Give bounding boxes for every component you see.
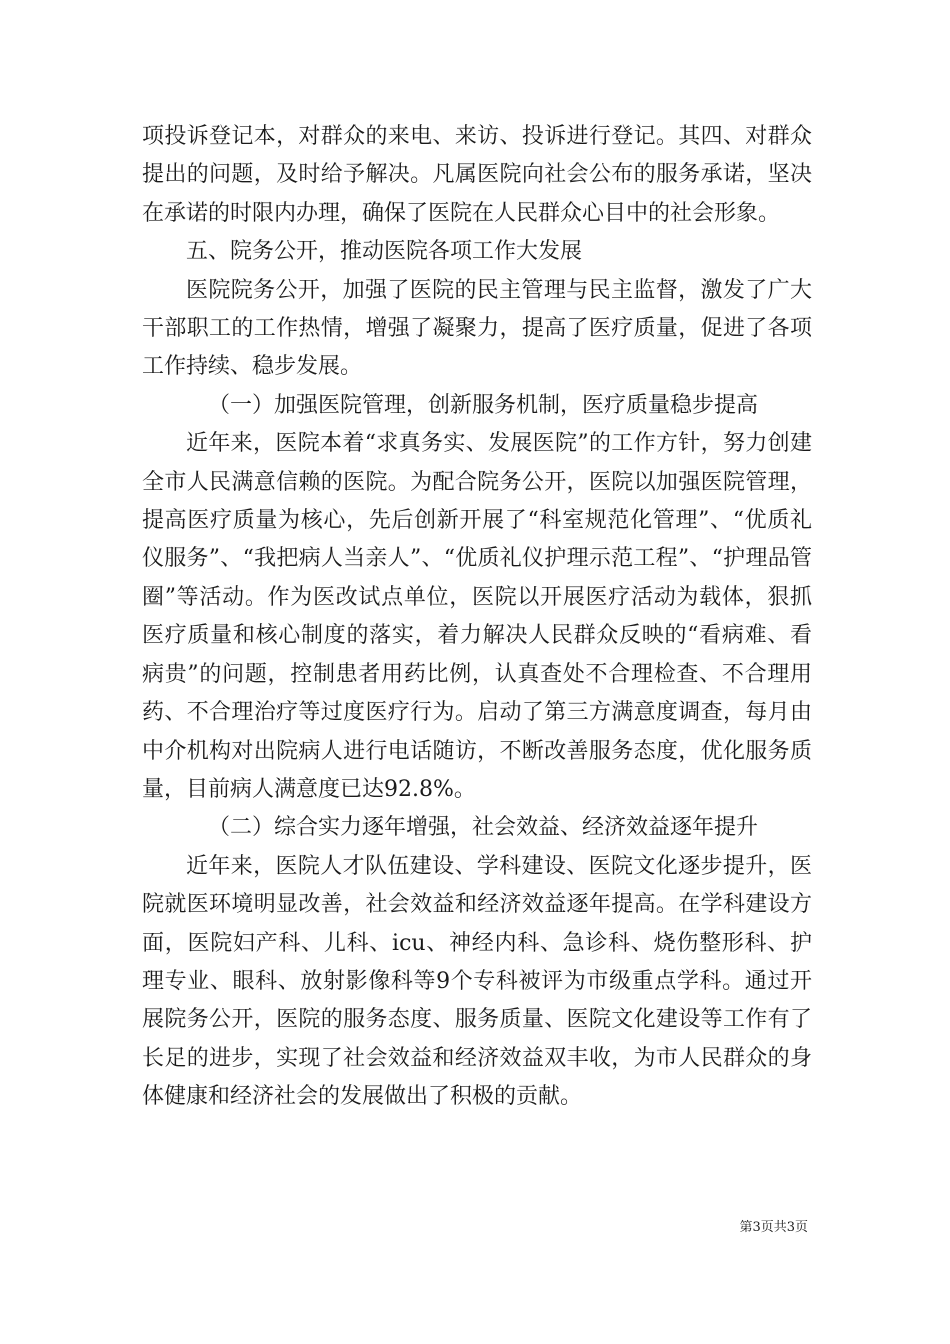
subsection-heading-one: （一）加强医院管理，创新服务机制，医疗质量稳步提高 [208, 392, 759, 418]
paragraph-body: 近年来，医院人才队伍建设、学科建设、医院文化逐步提升，医院就医环境明显改善，社会效益和经济效益逐年提高。在学科建设方面，医院妇产科、儿科、icu、神经内科、急诊科、烧伤整形科、护理专业、眼科、放射影像科等9个专科被评为市级重点学科。通过开展院务公开，医院的服务态度、服务质量、医院文化建设等工作有了长足的进步，实现了社会效益和经济效益双丰收，为市人民群众的身体健康和经济社会的发展做出了积极的贡献。 [142, 853, 812, 1110]
paragraph-body: 医院院务公开，加强了医院的民主管理与民主监督，激发了广大干部职工的工作热情，增强了凝聚力，提高了医疗质量，促进了各项工作持续、稳步发展。 [142, 277, 812, 380]
page-number: 第3页共3页 [739, 1220, 808, 1235]
subsection-heading-two: （二）综合实力逐年增强，社会效益、经济效益逐年提升 [208, 815, 759, 841]
paragraph-continuation: 项投诉登记本，对群众的来电、来访、投诉进行登记。其四、对群众提出的问题，及时给予解决。凡属医院向社会公布的服务承诺，坚决在承诺的时限内办理，确保了医院在人民群众心目中的社会形象。 [142, 124, 812, 226]
document-body [142, 118, 812, 1117]
section-heading-five: 五、院务公开，推动医院各项工作大发展 [186, 239, 583, 265]
paragraph-body: 近年来，医院本着“求真务实、发展医院”的工作方针，努力创建全市人民满意信赖的医院。为配合院务公开，医院以加强医院管理，提高医疗质量为核心，先后创新开展了“科室规范化管理”、“优质礼仪服务”、“我把病人当亲人”、“优质礼仪护理示范工程”、“护理品管圈”等活动。作为医改试点单位，医院以开展医疗活动为载体，狠抓医疗质量和核心制度的落实，着力解决人民群众反映的“看病难、看病贵”的问题，控制患者用药比例，认真查处不合理检查、不合理用药、不合理治疗等过度医疗行为。启动了第三方满意度调查，每月由中介机构对出院病人进行电话随访，不断改善服务态度，优化服务质量，目前病人满意度已达92.8%。 [142, 431, 812, 802]
